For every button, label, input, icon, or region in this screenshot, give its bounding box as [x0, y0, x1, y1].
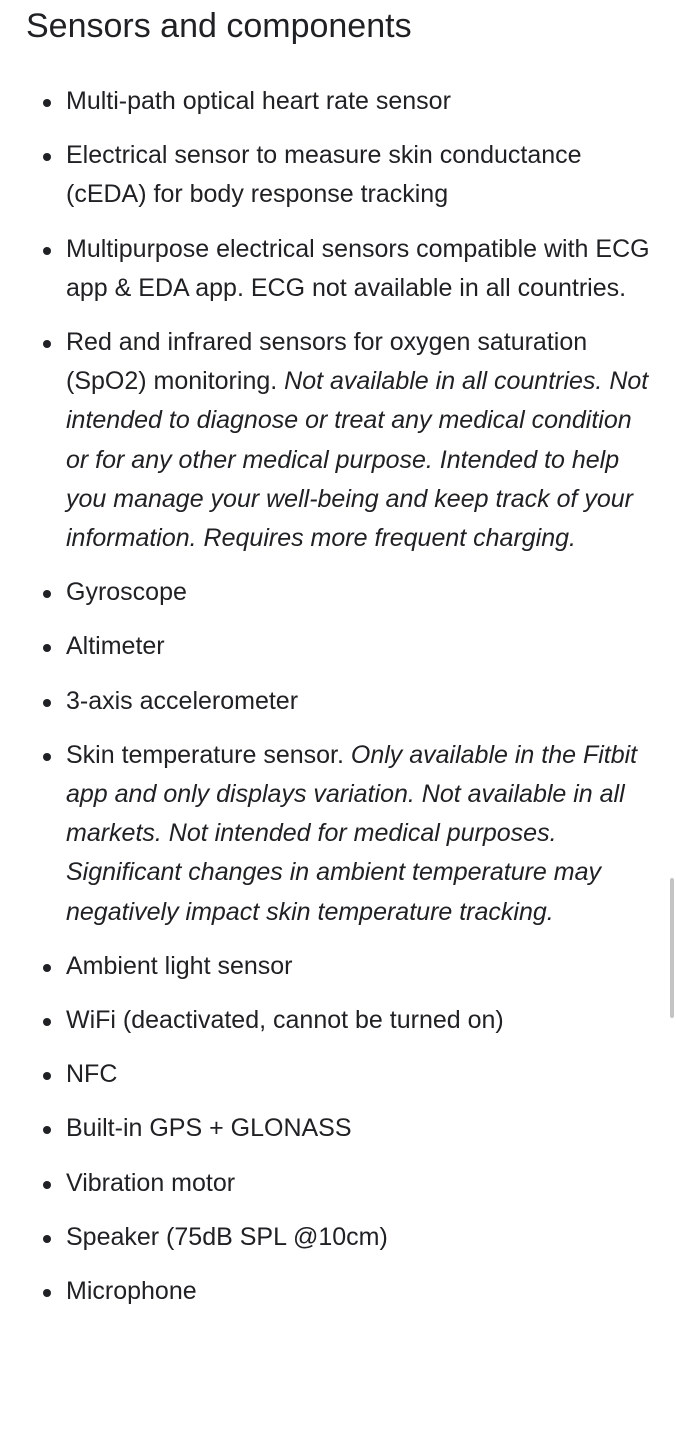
list-item [0, 1055, 652, 1094]
bullet-icon [43, 1235, 51, 1243]
list-item [0, 682, 652, 721]
list-item [0, 573, 652, 612]
list-item [0, 1272, 652, 1311]
item-text: Skin temperature sensor. [66, 740, 344, 769]
bullet-icon [43, 964, 51, 972]
sensors-list [0, 82, 652, 1326]
list-item [0, 323, 652, 558]
item-text: NFC [66, 1060, 118, 1089]
item-text: Altimeter [66, 632, 165, 661]
bullet-icon [43, 1018, 51, 1026]
item-disclaimer: Only available in the Fitbit app and only displays variation. Not available in all markets. Not intended for medical purposes. Significant changes in ambient temperature may negatively impact skin temperature tracking. [66, 740, 638, 926]
list-item [0, 1001, 652, 1040]
item-text: Speaker (75dB SPL @10cm) [66, 1222, 388, 1251]
item-text: Microphone [66, 1277, 197, 1306]
item-text: Multipurpose electrical sensors compatible with ECG app & EDA app. ECG not available in all countries. [66, 234, 650, 302]
item-text: Electrical sensor to measure skin conductance (cEDA) for body response tracking [66, 141, 582, 209]
bullet-icon [43, 99, 51, 107]
scrollbar-thumb[interactable] [670, 878, 674, 1018]
bullet-icon [43, 1181, 51, 1189]
item-text: Ambient light sensor [66, 951, 293, 980]
item-text: Red and infrared sensors for oxygen saturation (SpO2) monitoring. [66, 328, 588, 396]
bullet-icon [43, 247, 51, 255]
bullet-icon [43, 1126, 51, 1134]
list-item [0, 230, 652, 308]
list-item [0, 136, 652, 214]
item-text: Built-in GPS + GLONASS [66, 1114, 352, 1143]
bullet-icon [43, 340, 51, 348]
bullet-icon [43, 699, 51, 707]
list-item [0, 82, 652, 121]
list-item [0, 1218, 652, 1257]
bullet-icon [43, 1072, 51, 1080]
item-text: Multi-path optical heart rate sensor [66, 87, 451, 115]
bullet-icon [43, 753, 51, 761]
list-item [0, 627, 652, 666]
bullet-icon [43, 644, 51, 652]
section-title: Sensors and components [26, 7, 412, 45]
bullet-icon [43, 590, 51, 598]
list-item [0, 736, 652, 932]
item-text: Gyroscope [66, 578, 187, 607]
item-text: Vibration motor [66, 1168, 236, 1197]
item-disclaimer: Not available in all countries. Not intended to diagnose or treat any medical condition or for any other medical purpose. Intended to help you manage your well-being and keep track of your information. Requires more frequent charging. [66, 367, 649, 553]
list-item [0, 1109, 652, 1148]
item-text: 3-axis accelerometer [66, 686, 299, 715]
bullet-icon [43, 153, 51, 161]
bullet-icon [43, 1289, 51, 1297]
list-item [0, 1164, 652, 1203]
list-item [0, 947, 652, 986]
item-text: WiFi (deactivated, cannot be turned on) [66, 1006, 504, 1035]
